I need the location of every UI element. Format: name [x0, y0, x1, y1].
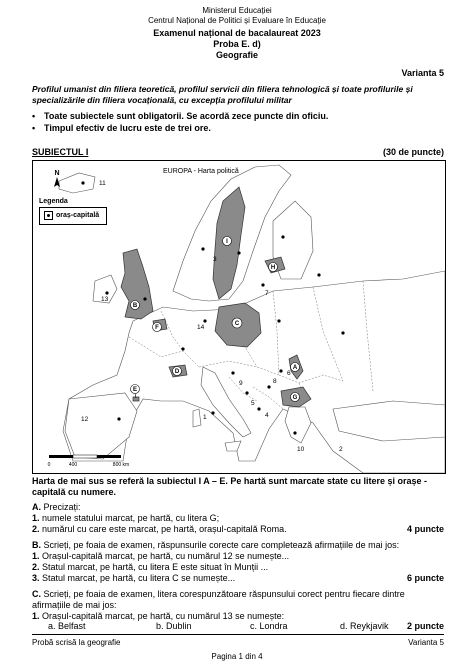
marker-c	[232, 318, 242, 328]
question-c: C. Scrieți, pe foaia de examen, litera corespunzătoare răspunsului corect pentru fiecare dintre afirmațiile de mai jos:	[32, 589, 405, 610]
svg-text:11: 11	[99, 180, 106, 187]
svg-text:G: G	[292, 395, 298, 402]
profile-text: Profilul umanist din filiera teoretică, profilul servicii din filiera tehnologică și toate profilurile și specializările din filiera vocațională, cu excepția profilului militar	[32, 84, 413, 105]
rule-1: • Toate subiectele sunt obligatorii. Se acordă zece puncte din oficiu.	[32, 111, 329, 121]
svg-text:B: B	[132, 303, 138, 310]
ministry-line: Ministerul Educației	[202, 6, 272, 15]
option-a: a. Belfast	[48, 621, 86, 631]
svg-text:E: E	[132, 387, 138, 394]
footer-divider	[32, 634, 444, 635]
marker-g	[291, 393, 300, 402]
marker-f	[153, 323, 162, 332]
marker-h	[269, 263, 278, 272]
svg-text:10: 10	[297, 446, 305, 453]
question-a-item-1: 1. numele statului marcat, pe hartă, cu litera G;	[32, 513, 220, 523]
svg-text:7: 7	[265, 290, 269, 297]
section-title: SUBIECTUL I	[32, 147, 89, 157]
legend-title: Legenda	[39, 198, 68, 205]
svg-text:14: 14	[197, 324, 205, 331]
marker-b	[131, 301, 140, 310]
footer-right: Varianta 5	[408, 638, 444, 647]
svg-text:F: F	[155, 325, 159, 332]
subject-line: Geografie	[215, 50, 258, 60]
svg-text:2: 2	[339, 446, 343, 453]
center-line: Centrul Național de Politici și Evaluare în Educație	[148, 16, 326, 25]
footer-page: Pagina 1 din 4	[211, 652, 263, 661]
question-b-item-1: 1. Orașul-capitală marcat, pe hartă, cu numărul 12 se numește...	[32, 551, 290, 561]
svg-text:D: D	[174, 369, 180, 376]
question-a: A. Precizați:	[32, 502, 81, 512]
option-d: d. Reykjavik	[340, 621, 389, 631]
marker-i	[223, 237, 232, 246]
question-a-item-2: 2. numărul cu care este marcat, pe hartă, orașul-capitală Roma.	[32, 524, 287, 534]
svg-text:800 km: 800 km	[112, 462, 130, 468]
svg-text:I: I	[226, 239, 228, 246]
option-c: c. Londra	[250, 621, 288, 631]
svg-text:A: A	[292, 365, 298, 372]
question-c-item-1: 1. Orașul-capitală marcat, pe hartă, cu numărul 13 se numește:	[32, 611, 285, 621]
map-title: EUROPA - Harta politică	[163, 168, 239, 175]
svg-text:3: 3	[213, 256, 217, 263]
svg-text:9: 9	[239, 380, 243, 387]
rule-2: • Timpul efectiv de lucru este de trei ore.	[32, 123, 211, 133]
svg-text:N: N	[54, 170, 60, 177]
marker-a	[291, 363, 300, 372]
svg-text:0: 0	[47, 462, 51, 468]
svg-text:1: 1	[203, 414, 207, 421]
capital-symbol-icon	[44, 211, 53, 220]
question-a-points: 4 puncte	[406, 524, 444, 534]
intro-text: Harta de mai sus se referă la subiectul I A – E. Pe hartă sunt marcate state cu litere și orașe - capitală cu numere.	[32, 476, 428, 497]
legend-box: oraș-capitală	[39, 207, 107, 225]
svg-text:13: 13	[101, 296, 109, 303]
svg-text:12: 12	[81, 416, 89, 423]
question-b-points: 6 puncte	[406, 573, 444, 583]
question-b: B. Scrieți, pe foaia de examen, răspunsurile corecte care completează afirmațiile de mai jos:	[32, 540, 400, 550]
svg-text:4: 4	[265, 412, 269, 419]
variant-label: Varianta 5	[401, 68, 444, 78]
exam-title: Examenul național de bacalaureat 2023	[153, 28, 321, 38]
marker-e	[131, 385, 140, 394]
svg-text:H: H	[270, 265, 276, 272]
svg-text:6: 6	[287, 370, 291, 377]
question-c-points: 2 puncte	[406, 621, 444, 631]
question-b-item-2: 2. Statul marcat, pe hartă, cu litera E este situat în Munții ...	[32, 562, 269, 572]
proba-line: Proba E. d)	[213, 39, 261, 49]
question-b-item-3: 3. Statul marcat, pe hartă, cu litera C se numește...	[32, 573, 236, 583]
footer-left: Probă scrisă la geografie	[32, 638, 121, 647]
svg-text:C: C	[234, 321, 240, 328]
europe-map	[32, 160, 446, 474]
svg-text:5: 5	[251, 400, 255, 407]
scale-bar	[48, 455, 130, 468]
north-arrow-icon	[54, 170, 60, 187]
svg-text:400: 400	[68, 462, 78, 468]
option-b: b. Dublin	[156, 621, 192, 631]
section-points: (30 de puncte)	[382, 147, 444, 157]
svg-text:8: 8	[273, 378, 277, 385]
marker-d	[173, 367, 182, 376]
